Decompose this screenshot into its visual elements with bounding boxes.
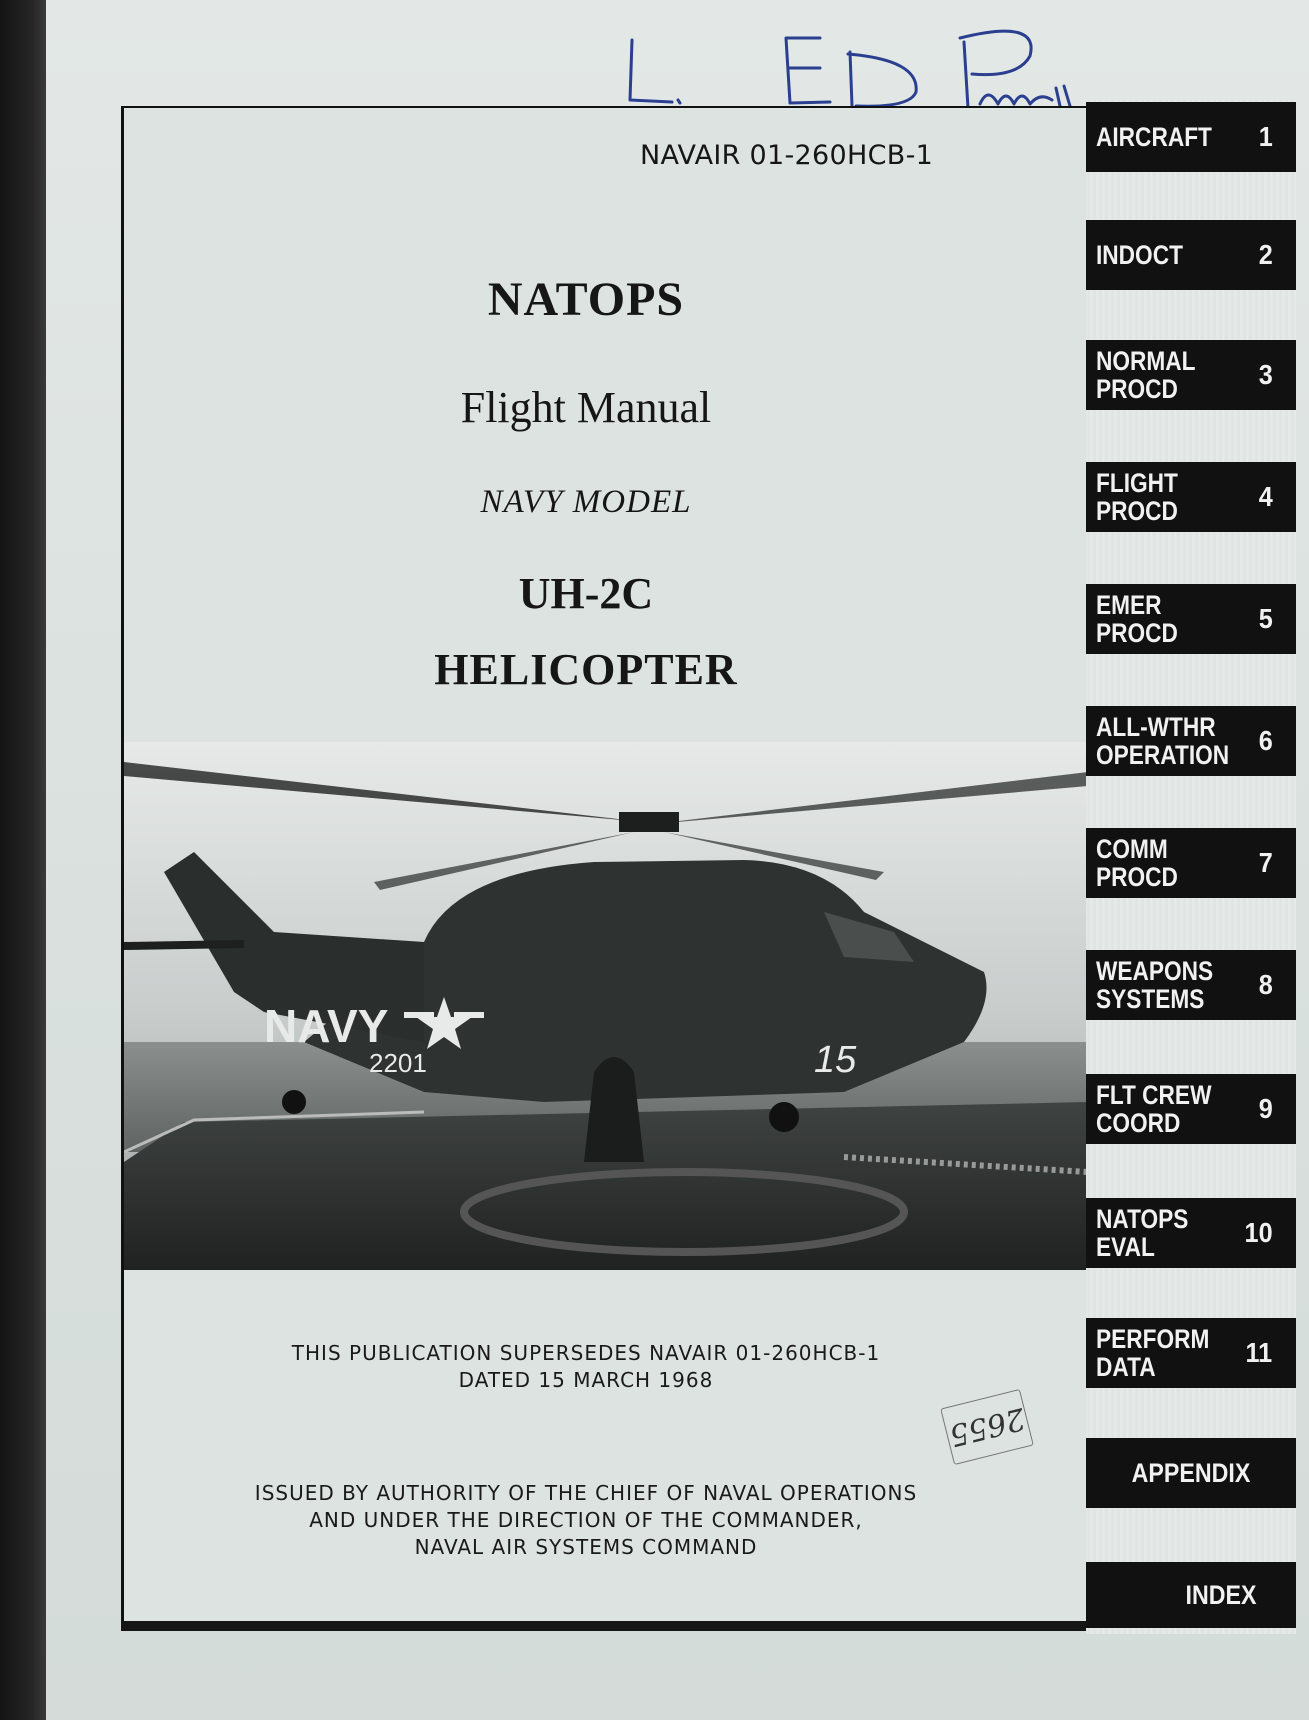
tab-all-wthr-operation[interactable] [1086,706,1296,776]
handwritten-stamp-number: 2655 [940,1389,1034,1465]
tab-number: 2 [1259,239,1274,270]
tab-number: 6 [1259,725,1274,756]
title-natops: NATOPS [487,273,685,326]
photo-marking-serial: 2201 [369,1048,427,1078]
tab-number: 11 [1245,1337,1273,1368]
tab-label: PERFORM DATA [1096,1324,1210,1382]
tab-number: 3 [1259,359,1274,390]
tab-label: COMM PROCD [1096,834,1178,892]
tab-appendix[interactable] [1086,1438,1296,1508]
model-designation: UH-2C [518,569,654,618]
publication-number: NAVAIR 01-260HCB-1 [640,140,934,171]
tab-index[interactable] [1086,1562,1296,1628]
tab-flight-procd[interactable] [1086,462,1296,532]
tab-flt-crew-coord[interactable] [1086,1074,1296,1144]
photo-marking-navy: NAVY [264,1000,389,1052]
tab-number: 1 [1259,121,1274,152]
helicopter-photo [124,742,1088,1270]
tab-number: 10 [1244,1217,1273,1248]
tab-label: EMER PROCD [1096,590,1178,648]
tab-normal-procd[interactable] [1086,340,1296,410]
tab-comm-procd[interactable] [1086,828,1296,898]
tab-label: INDOCT [1096,240,1183,270]
subtitle-flight-manual: Flight Manual [460,383,712,432]
photo-marking-modex: 15 [814,1039,857,1081]
tab-label: ALL-WTHR OPERATION [1096,712,1230,770]
tab-natops-eval[interactable] [1086,1198,1296,1268]
tab-label: NATOPS EVAL [1096,1204,1189,1262]
aircraft-type: HELICOPTER [434,645,738,694]
tab-perform-data[interactable] [1086,1318,1296,1388]
authority-statement [121,1480,1051,1561]
supersedes-notice [121,1340,1051,1394]
authority-line-3: NAVAL AIR SYSTEMS COMMAND [414,1535,758,1559]
tab-indoct[interactable] [1086,220,1296,290]
tab-label: AIRCRAFT [1096,122,1212,152]
tab-number: 9 [1259,1093,1274,1124]
book-binding [0,0,46,1720]
model-line: NAVY MODEL [480,484,692,520]
tab-label: NORMAL PROCD [1096,346,1196,404]
tab-label: INDEX [1185,1580,1257,1610]
tab-label: APPENDIX [1131,1458,1251,1488]
tab-aircraft[interactable] [1086,102,1296,172]
supersedes-line-2: DATED 15 MARCH 1968 [458,1368,714,1392]
tab-label: WEAPONS SYSTEMS [1096,956,1214,1014]
tab-number: 5 [1259,603,1274,634]
supersedes-line-1: THIS PUBLICATION SUPERSEDES NAVAIR 01-260HCB-1 [291,1341,881,1365]
tab-label: FLIGHT PROCD [1096,468,1178,526]
tab-label: FLT CREW COORD [1096,1080,1212,1138]
tab-emer-procd[interactable] [1086,584,1296,654]
handwritten-owner-signature [620,8,1180,108]
tab-number: 8 [1259,969,1274,1000]
authority-line-1: ISSUED BY AUTHORITY OF THE CHIEF OF NAVAL OPERATIONS [254,1481,918,1505]
tab-number: 7 [1259,847,1274,878]
tab-weapons-systems[interactable] [1086,950,1296,1020]
tab-number: 4 [1259,481,1274,512]
authority-line-2: AND UNDER THE DIRECTION OF THE COMMANDER, [309,1508,863,1532]
